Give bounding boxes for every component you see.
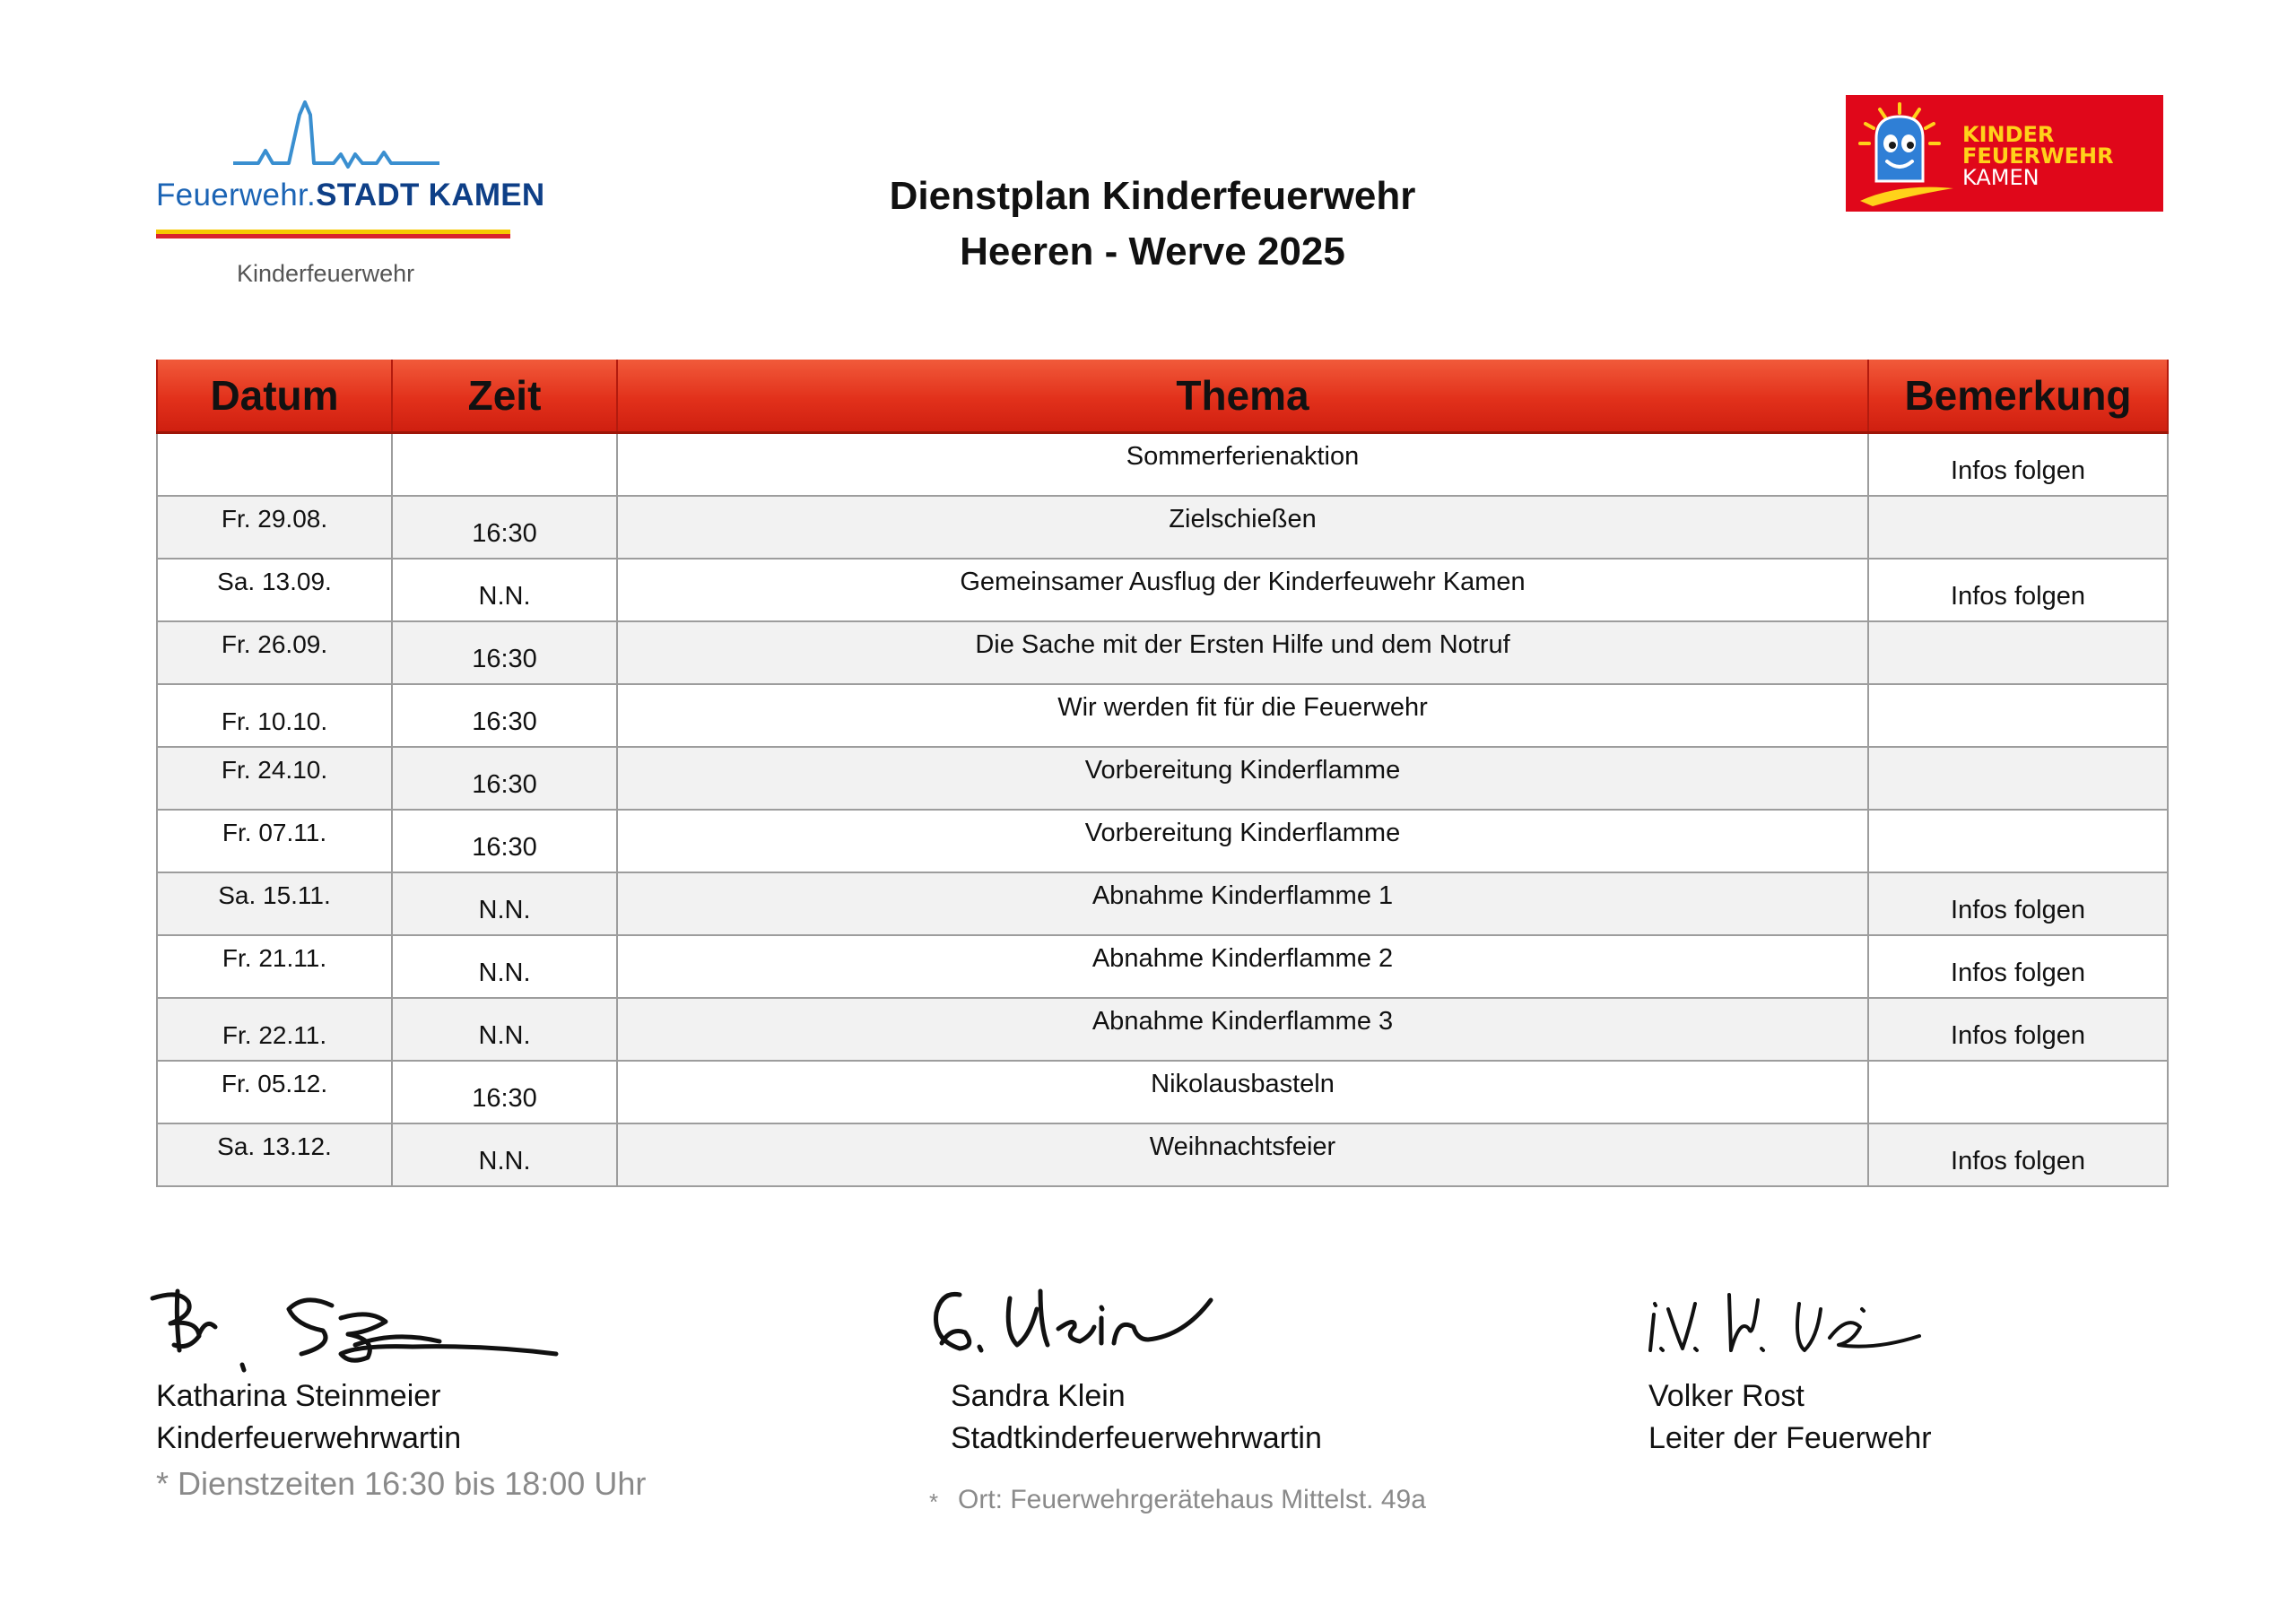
table-row <box>157 684 2168 747</box>
header-zeit: Zeit <box>392 360 617 433</box>
cell-bemerkung <box>1868 810 2168 872</box>
page-title <box>789 169 1516 280</box>
cell-zeit: N.N. <box>392 1123 617 1186</box>
cell-thema: Zielschießen <box>617 496 1868 559</box>
cell-zeit: N.N. <box>392 935 617 998</box>
brand-subtitle: Kinderfeuerwehr <box>237 260 415 287</box>
cell-bemerkung: Infos folgen <box>1868 1123 2168 1186</box>
signer-3-name: Volker Rost <box>1648 1379 1805 1413</box>
skyline-icon <box>233 99 439 170</box>
table-row <box>157 935 2168 998</box>
cell-thema: Die Sache mit der Ersten Hilfe und dem Notruf <box>617 621 1868 684</box>
table-row <box>157 1061 2168 1123</box>
note-location-star: * <box>929 1488 939 1515</box>
cell-bemerkung <box>1868 747 2168 810</box>
cell-bemerkung: Infos folgen <box>1868 998 2168 1061</box>
cell-thema: Nikolausbasteln <box>617 1061 1868 1123</box>
cell-zeit: 16:30 <box>392 1061 617 1123</box>
cell-datum <box>157 433 392 497</box>
cell-bemerkung: Infos folgen <box>1868 935 2168 998</box>
brand-stripes <box>156 230 510 239</box>
table-row <box>157 433 2168 497</box>
cell-bemerkung: Infos folgen <box>1868 872 2168 935</box>
cell-thema: Vorbereitung Kinderflamme <box>617 747 1868 810</box>
header-thema: Thema <box>617 360 1868 433</box>
table-row <box>157 559 2168 621</box>
cell-thema: Wir werden fit für die Feuerwehr <box>617 684 1868 747</box>
cell-thema: Abnahme Kinderflamme 2 <box>617 935 1868 998</box>
header-bemerkung: Bemerkung <box>1868 360 2168 433</box>
table-row <box>157 621 2168 684</box>
cell-bemerkung: Infos folgen <box>1868 433 2168 497</box>
cell-datum: Fr. 22.11. <box>157 998 392 1061</box>
cell-thema: Abnahme Kinderflamme 3 <box>617 998 1868 1061</box>
signature-klein <box>924 1273 1229 1372</box>
cell-zeit: N.N. <box>392 559 617 621</box>
cell-datum: Fr. 26.09. <box>157 621 392 684</box>
cell-datum: Fr. 05.12. <box>157 1061 392 1123</box>
table-header-row <box>157 360 2168 433</box>
cell-datum: Fr. 07.11. <box>157 810 392 872</box>
cell-bemerkung: Infos folgen <box>1868 559 2168 621</box>
brand-name: Feuerwehr.STADT KAMEN <box>156 178 545 213</box>
cell-zeit: N.N. <box>392 998 617 1061</box>
signer-1-role: Kinderfeuerwehrwartin <box>156 1421 462 1455</box>
cell-datum: Fr. 21.11. <box>157 935 392 998</box>
cell-thema: Abnahme Kinderflamme 1 <box>617 872 1868 935</box>
signature-steinmeier <box>144 1282 574 1381</box>
cell-datum: Fr. 29.08. <box>157 496 392 559</box>
note-location: Ort: Feuerwehrgerätehaus Mittelst. 49a <box>958 1485 1426 1514</box>
table-row <box>157 810 2168 872</box>
table-row <box>157 496 2168 559</box>
cell-bemerkung <box>1868 621 2168 684</box>
logo-line-1: KINDER <box>1962 122 2055 147</box>
cell-thema: Sommerferienaktion <box>617 433 1868 497</box>
schedule-table <box>156 360 2169 1187</box>
cell-thema: Weihnachtsfeier <box>617 1123 1868 1186</box>
cell-zeit: 16:30 <box>392 810 617 872</box>
cell-thema: Vorbereitung Kinderflamme <box>617 810 1868 872</box>
cell-datum: Sa. 15.11. <box>157 872 392 935</box>
logo-line-3: KAMEN <box>1962 165 2039 190</box>
title-line-2: Heeren - Werve 2025 <box>960 230 1345 273</box>
table-row <box>157 1123 2168 1186</box>
cell-bemerkung <box>1868 496 2168 559</box>
signer-3 <box>1648 1375 1932 1460</box>
table-row <box>157 747 2168 810</box>
table-row <box>157 998 2168 1061</box>
cell-bemerkung <box>1868 684 2168 747</box>
signature-rost <box>1641 1282 1937 1363</box>
cell-datum: Fr. 10.10. <box>157 684 392 747</box>
cell-zeit: 16:30 <box>392 747 617 810</box>
logo-line-2: FEUERWEHR <box>1962 143 2114 169</box>
cell-datum: Fr. 24.10. <box>157 747 392 810</box>
kinderfeuerwehr-kamen-logo <box>1846 95 2163 212</box>
signer-3-role: Leiter der Feuerwehr <box>1648 1421 1932 1455</box>
cell-zeit: 16:30 <box>392 621 617 684</box>
cell-zeit: N.N. <box>392 872 617 935</box>
signer-2-name: Sandra Klein <box>951 1379 1126 1413</box>
mascot-icon <box>1846 95 1961 212</box>
signer-2 <box>951 1375 1322 1460</box>
signer-2-role: Stadtkinderfeuerwehrwartin <box>951 1421 1322 1455</box>
title-line-1: Dienstplan Kinderfeuerwehr <box>889 174 1416 218</box>
cell-thema: Gemeinsamer Ausflug der Kinderfeuwehr Kamen <box>617 559 1868 621</box>
cell-bemerkung <box>1868 1061 2168 1123</box>
note-service-hours: * Dienstzeiten 16:30 bis 18:00 Uhr <box>156 1465 647 1502</box>
cell-zeit: 16:30 <box>392 684 617 747</box>
cell-datum: Sa. 13.09. <box>157 559 392 621</box>
table-row <box>157 872 2168 935</box>
cell-datum: Sa. 13.12. <box>157 1123 392 1186</box>
feuerwehr-stadt-kamen-logo <box>152 99 545 296</box>
header-datum: Datum <box>157 360 392 433</box>
signer-1 <box>156 1375 461 1460</box>
cell-zeit: 16:30 <box>392 496 617 559</box>
signer-1-name: Katharina Steinmeier <box>156 1379 441 1413</box>
cell-zeit <box>392 433 617 497</box>
